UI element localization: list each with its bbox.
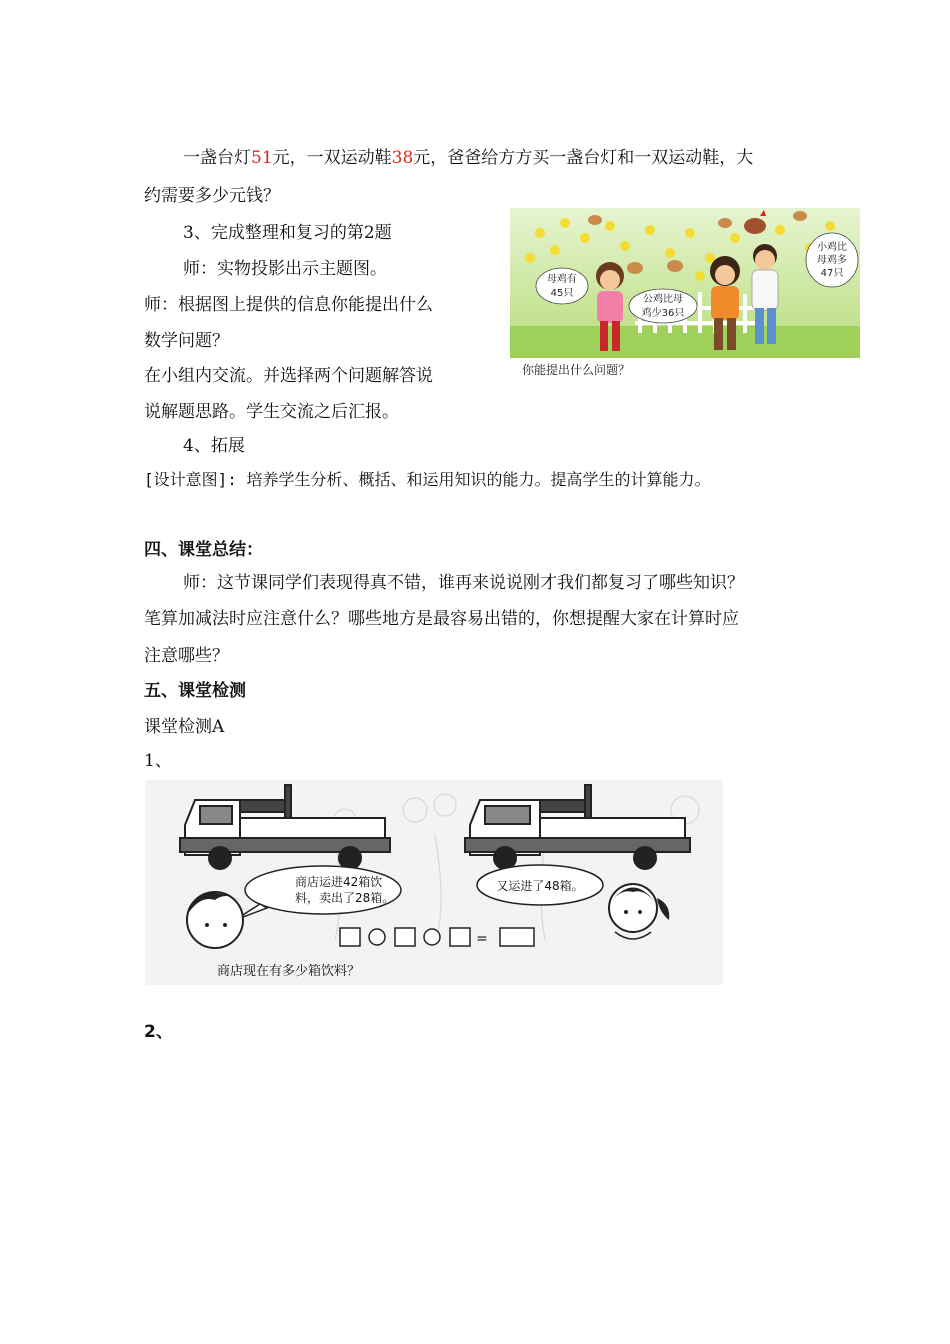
item3-teacher-line: 师：实物投影出示主题图。 (183, 259, 387, 279)
bubble-chick-count (806, 233, 858, 287)
section5-subheading: 课堂检测A (144, 717, 225, 737)
answer-box[interactable] (500, 928, 534, 946)
bubble-text: 45只 (550, 288, 574, 299)
bubble-text: 母鸡有 (547, 274, 577, 285)
item4-title: 4、拓展 (183, 436, 245, 456)
chicken-illustration (510, 208, 860, 380)
bubble-text: 公鸡比母 (643, 294, 683, 305)
operator-circle[interactable] (424, 929, 440, 945)
text: 一盏台灯 (183, 148, 251, 168)
question-2-label: 2、 (144, 1022, 173, 1042)
bubble-rooster-count (629, 289, 697, 323)
problem-line-1 (183, 146, 753, 170)
truck-illustration (145, 780, 723, 985)
item3-group-line-cont: 说解题思路。学生交流之后汇报。 (144, 402, 399, 422)
item3-teacher-question: 师：根据图上提供的信息你能提出什么 (144, 295, 433, 315)
bubble-text: 又运进了48箱。 (496, 879, 584, 893)
text: 元，爸爸给方方买一盏台灯和一双运动鞋，大 (413, 148, 754, 168)
figure-question: 商店现在有多少箱饮料？ (217, 964, 361, 979)
bubble-right (477, 865, 603, 905)
section5-heading: 五、课堂检测 (144, 681, 246, 701)
bubble-text: 商店运进42箱饮 (295, 875, 383, 889)
item3-group-line: 在小组内交流。并选择两个问题解答说 (144, 366, 433, 386)
answer-box[interactable] (340, 928, 360, 946)
section4-line-2: 笔算加减法时应注意什么？哪些地方是最容易出错的，你想提醒大家在计算时应 (144, 609, 739, 629)
design-intent: [设计意图]: 培养学生分析、概括、和运用知识的能力。提高学生的计算能力。 (144, 470, 711, 489)
item3-teacher-question-cont: 数学问题？ (144, 331, 229, 351)
section4-line-1: 师：这节课同学们表现得真不错，谁再来说说刚才我们都复习了哪些知识？ (183, 573, 744, 593)
item3-title: 3、完成整理和复习的第2题 (183, 223, 392, 243)
boy-character (187, 892, 243, 948)
text: 元，一双运动鞋 (272, 148, 392, 168)
problem-line-2: 约需要多少元钱？ (144, 186, 280, 206)
section4-line-3: 注意哪些？ (144, 646, 229, 666)
equals-sign: = (476, 931, 488, 947)
bubble-text: 母鸡多 (817, 255, 847, 266)
operator-circle[interactable] (369, 929, 385, 945)
bubble-hen-count (536, 268, 588, 304)
answer-box[interactable] (450, 928, 470, 946)
price-shoes: 38 (391, 148, 414, 168)
answer-box[interactable] (395, 928, 415, 946)
price-lamp: 51 (251, 148, 273, 168)
bubble-text: 47只 (820, 268, 844, 279)
section4-heading: 四、课堂总结： (144, 540, 263, 560)
bubble-text: 料，卖出了28箱。 (295, 891, 395, 905)
question-1-label: 1、 (144, 751, 172, 771)
bubble-text: 小鸡比 (817, 242, 847, 253)
bubble-text: 鸡少36只 (641, 308, 685, 319)
figure-caption: 你能提出什么问题？ (522, 363, 631, 377)
